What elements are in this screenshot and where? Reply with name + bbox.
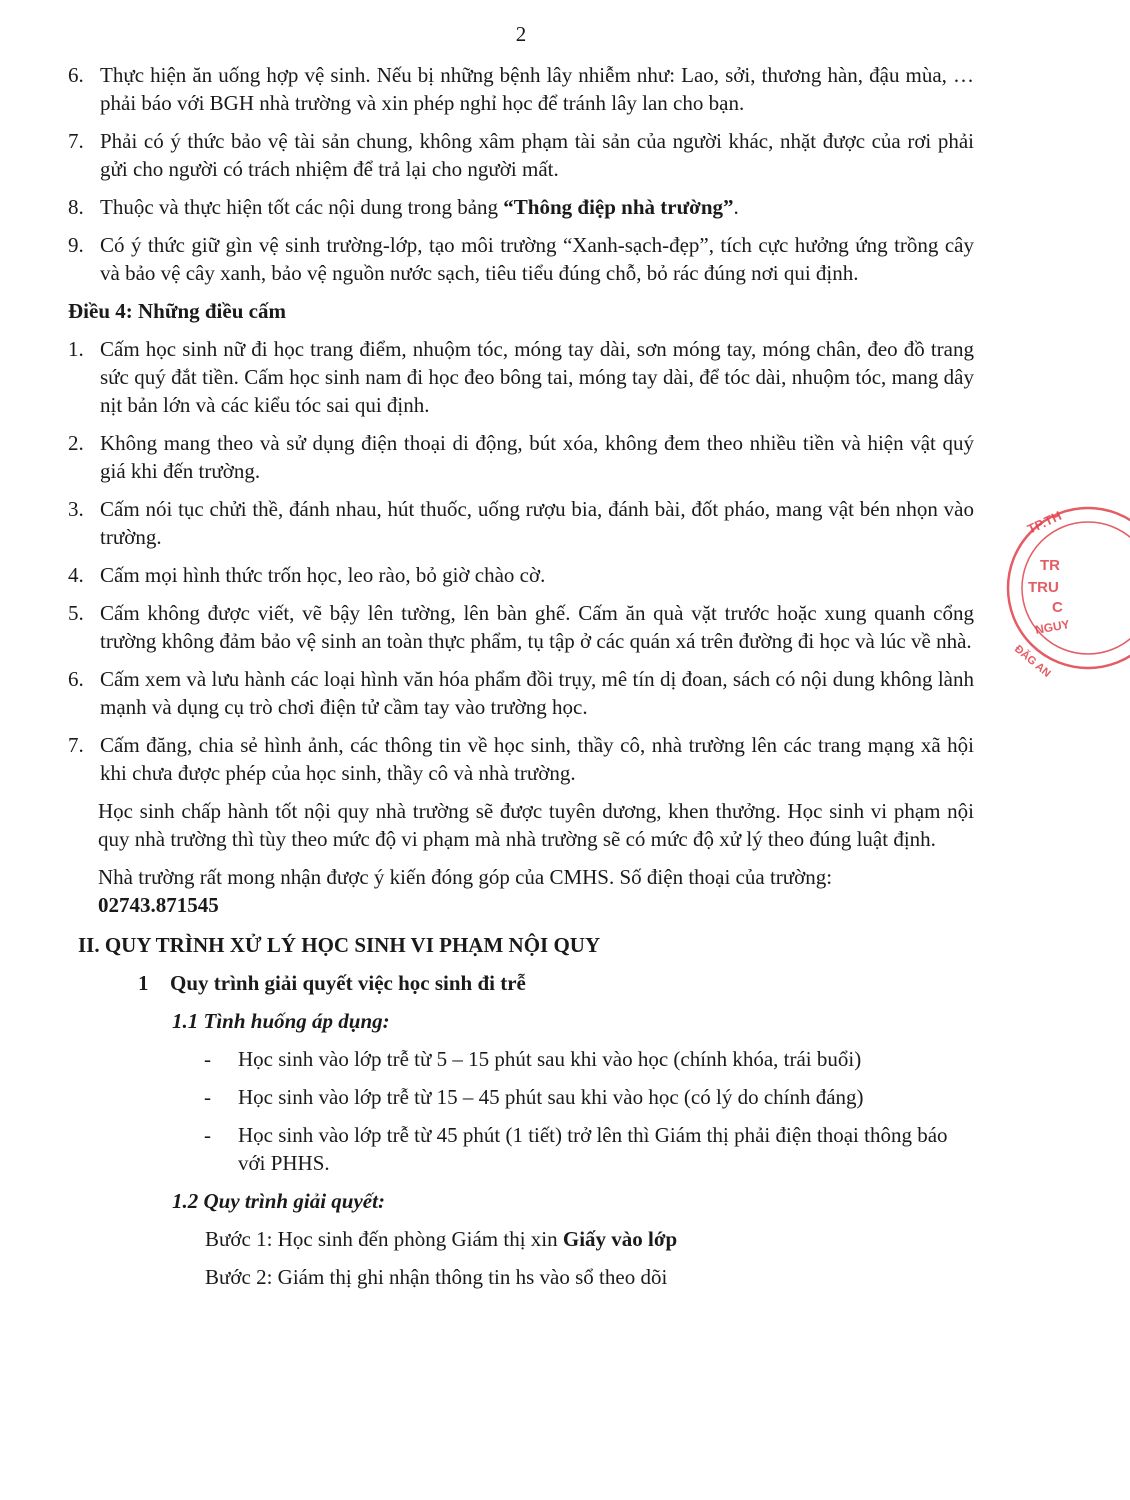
list-item — [64, 1083, 974, 1111]
list-item — [64, 61, 974, 117]
item-text: Cấm mọi hình thức trốn học, leo rào, bỏ giờ chào cờ. — [100, 563, 546, 587]
stamp-bottom-text: ĐĂG AN — [1012, 643, 1053, 680]
list-item — [64, 429, 974, 485]
item-number: 7. — [68, 733, 84, 757]
stamp-line: NGUY — [1034, 617, 1071, 637]
dash-bullet: - — [204, 1047, 211, 1071]
item-text: Cấm xem và lưu hành các loại hình văn hóa phẩm đồi trụy, mê tín dị đoan, sách có nội dung không lành mạnh và dụng cụ trò chơi điện tử cầm tay vào trường học. — [100, 667, 974, 719]
stamp-top-text: TP.TH — [1024, 507, 1064, 537]
list-item — [64, 1045, 974, 1073]
item-number: 8. — [68, 195, 84, 219]
item-number: 2. — [68, 431, 84, 455]
item-text: Cấm học sinh nữ đi học trang điểm, nhuộm tóc, móng tay dài, sơn móng tay, móng chân, đeo đồ trang sức quý đắt tiền. Cấm học sinh nam đi học đeo bông tai, móng tay dài, để tóc dài, nhuộm tóc, mang dây nịt bản lớn và các kiểu tóc sai qui định. — [100, 337, 974, 417]
subsection-1-1-heading: 1.1 Tình huống áp dụng: — [172, 1009, 390, 1033]
phone-number: 02743.871545 — [98, 893, 219, 917]
item-text: Có ý thức giữ gìn vệ sinh trường-lớp, tạo môi trường “Xanh-sạch-đẹp”, tích cực hưởng ứng trồng cây và bảo vệ cây xanh, bảo vệ nguồn nước sạch, tiêu tiểu đúng chỗ, bỏ rác đúng nơi qui định. — [100, 233, 974, 285]
list-item — [64, 599, 974, 655]
prohibitions-list — [64, 335, 974, 787]
item-number: 3. — [68, 497, 84, 521]
contact-paragraph — [98, 863, 974, 919]
step-text-bold: Giấy vào lớp — [562, 1227, 678, 1251]
contact-text: Nhà trường rất mong nhận được ý kiến đóng góp của CMHS. Số điện thoại của trường: — [98, 865, 833, 889]
item-text-bold: “Thông điệp nhà trường” — [503, 195, 734, 219]
item-text: Cấm không được viết, vẽ bậy lên tường, lên bàn ghế. Cấm ăn quà vặt trước hoặc xung quanh cổng trường không đảm bảo vệ sinh an toàn thực phẩm, tụ tập ở các quán xá trên đường đi học và lúc về nhà. — [100, 601, 974, 653]
item-text: Học sinh vào lớp trễ từ 5 – 15 phút sau khi vào học (chính khóa, trái buổi) — [238, 1047, 862, 1071]
item-text: Phải có ý thức bảo vệ tài sản chung, không xâm phạm tài sản của người khác, nhặt được của rơi phải gửi cho người có trách nhiệm để trả lại cho người mất. — [100, 129, 974, 181]
list-item — [64, 127, 974, 183]
stamp-line: TR — [1040, 557, 1060, 574]
item-text: . — [733, 195, 739, 219]
red-seal-stamp — [1000, 500, 1130, 680]
step-1 — [205, 1225, 974, 1253]
step-text: Bước 1: Học sinh đến phòng Giám thị xin — [205, 1227, 563, 1251]
subsection-1-heading — [138, 969, 974, 997]
page-number: 2 — [515, 22, 527, 46]
item-text: Cấm đăng, chia sẻ hình ảnh, các thông tin về học sinh, thầy cô, nhà trường lên các trang mạng xã hội khi chưa được phép của học sinh, thầy cô và nhà trường. — [100, 733, 974, 785]
list-item — [64, 1121, 974, 1177]
subsection-title: Quy trình giải quyết việc học sinh đi trễ — [170, 971, 526, 995]
item-number: 6. — [68, 63, 84, 87]
stamp-line: C — [1052, 599, 1063, 616]
stamp-line: TRU — [1028, 579, 1059, 596]
list-item — [64, 231, 974, 287]
item-number: 7. — [68, 129, 84, 153]
reward-paragraph: Học sinh chấp hành tốt nội quy nhà trường sẽ được tuyên dương, khen thưởng. Học sinh vi phạm nội quy nhà trường thì tùy theo mức độ vi phạm mà nhà trường sẽ có mức độ xử lý theo đúng luật định. — [98, 799, 974, 851]
item-number: 1. — [68, 337, 84, 361]
list-item — [64, 335, 974, 419]
item-number: 9. — [68, 233, 84, 257]
list-item — [64, 665, 974, 721]
item-number: 5. — [68, 601, 84, 625]
section-2-heading: II. QUY TRÌNH XỬ LÝ HỌC SINH VI PHẠM NỘI QUY — [78, 933, 601, 957]
item-text: Không mang theo và sử dụng điện thoại di động, bút xóa, không đem theo nhiều tiền và hiện vật quý giá khi đến trường. — [100, 431, 974, 483]
item-text: Thuộc và thực hiện tốt các nội dung trong bảng — [100, 195, 504, 219]
list-item — [64, 495, 974, 551]
list-item — [64, 193, 974, 221]
cases-list — [64, 1045, 974, 1177]
subsection-number: 1 — [138, 971, 149, 995]
article-4-heading: Điều 4: Những điều cấm — [68, 299, 286, 323]
rules-list-continued — [64, 61, 974, 287]
item-number: 4. — [68, 563, 84, 587]
list-item — [64, 561, 974, 589]
item-text: Học sinh vào lớp trễ từ 45 phút (1 tiết) trở lên thì Giám thị phải điện thoại thông báo với PHHS. — [238, 1123, 948, 1175]
dash-bullet: - — [204, 1123, 211, 1147]
document-body — [64, 61, 974, 1301]
step-2: Bước 2: Giám thị ghi nhận thông tin hs vào sổ theo dõi — [205, 1265, 668, 1289]
item-number: 6. — [68, 667, 84, 691]
item-text: Thực hiện ăn uống hợp vệ sinh. Nếu bị những bệnh lây nhiễm như: Lao, sởi, thương hàn, đậu mùa, … phải báo với BGH nhà trường và xin phép nghỉ học để tránh lây lan cho bạn. — [100, 63, 974, 115]
item-text: Học sinh vào lớp trễ từ 15 – 45 phút sau khi vào học (có lý do chính đáng) — [238, 1085, 864, 1109]
item-text: Cấm nói tục chửi thề, đánh nhau, hút thuốc, uống rượu bia, đánh bài, đốt pháo, mang vật bén nhọn vào trường. — [100, 497, 974, 549]
list-item — [64, 731, 974, 787]
subsection-1-2-heading: 1.2 Quy trình giải quyết: — [172, 1189, 385, 1213]
dash-bullet: - — [204, 1085, 211, 1109]
